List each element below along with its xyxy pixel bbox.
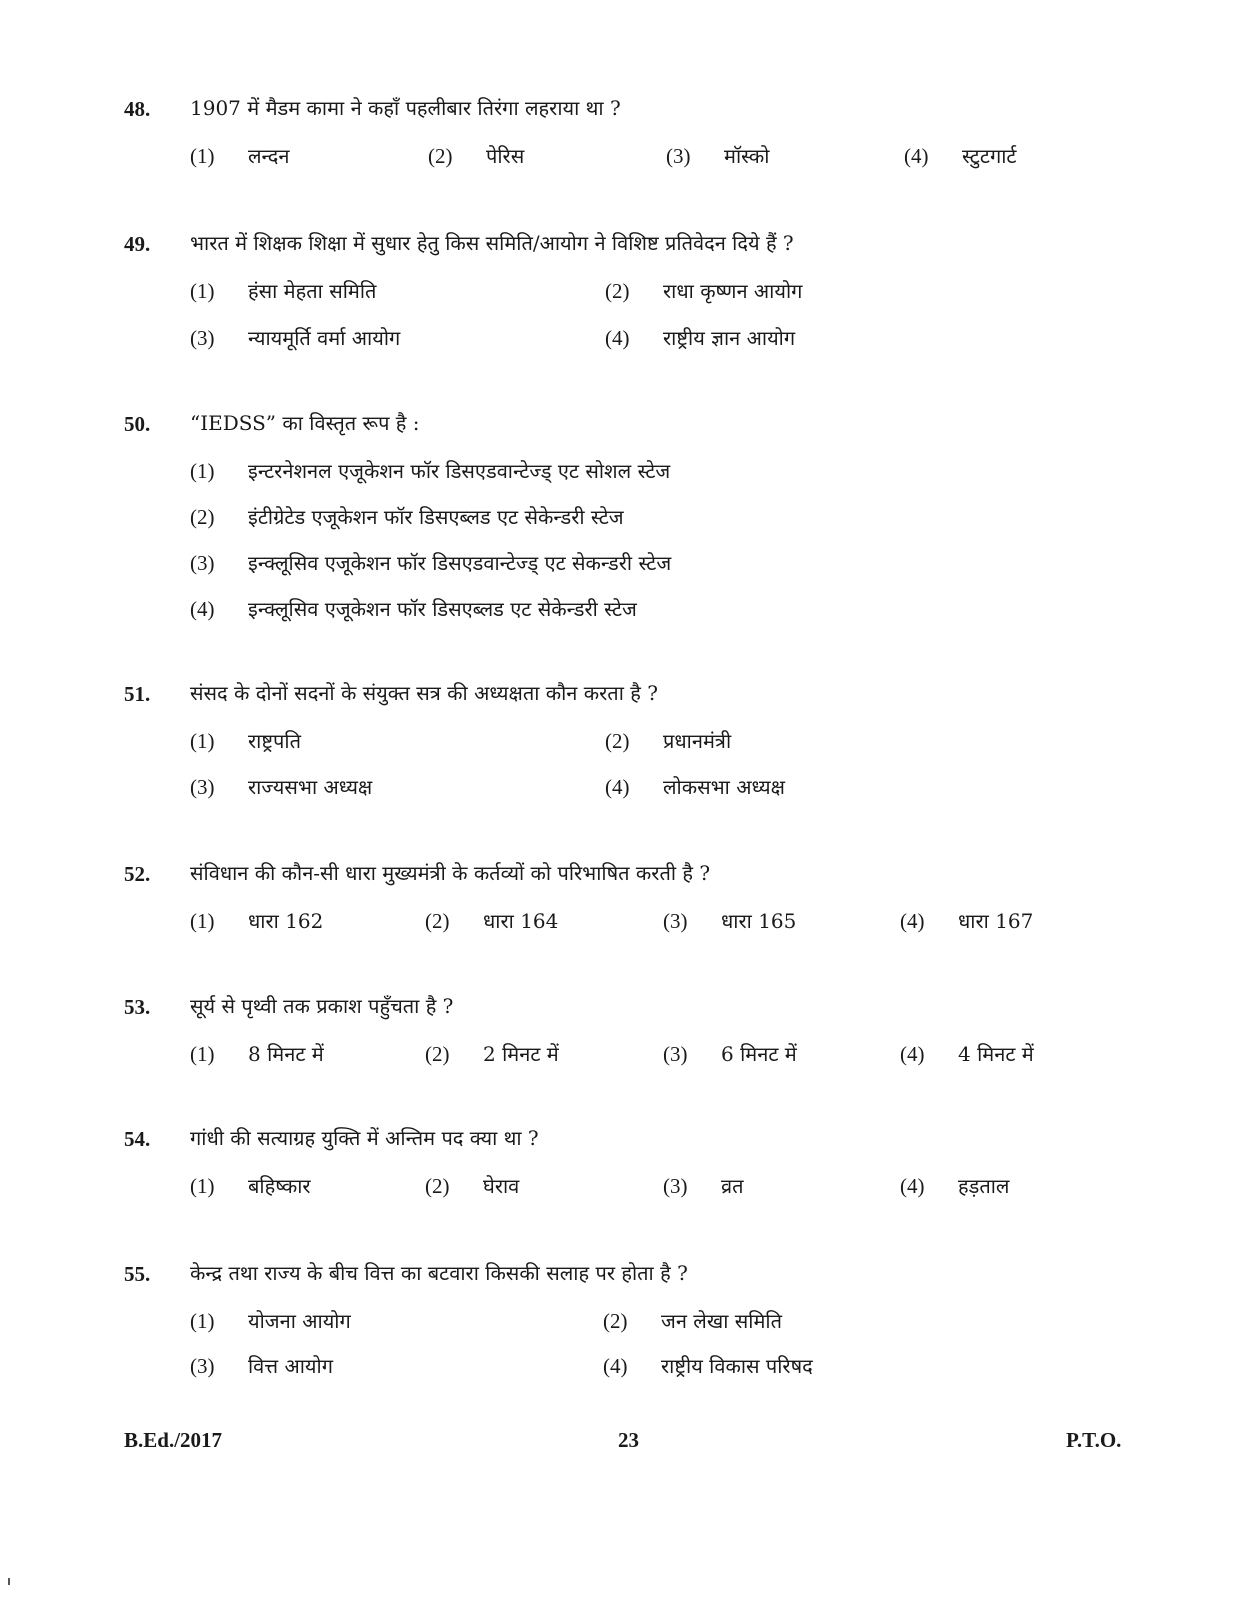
- option-number: (4): [900, 909, 925, 933]
- question-number: 51.: [124, 682, 151, 706]
- option-number: (4): [603, 1354, 628, 1378]
- option-text: इन्टरनेशनल एजूकेशन फॉर डिसएडवान्टेज्ड् एट सोशल स्टेज: [248, 459, 671, 483]
- option-2: [603, 1307, 782, 1334]
- option-text: धारा 167: [958, 909, 1034, 933]
- option-2: [425, 1040, 559, 1067]
- option-text: 6 मिनट में: [721, 1042, 797, 1066]
- option-2: [425, 1172, 519, 1199]
- option-number: (2): [603, 1309, 628, 1333]
- question-text: भारत में शिक्षक शिक्षा में सुधार हेतु किस समिति/आयोग ने विशिष्ट प्रतिवेदन दिये हैं ?: [190, 231, 794, 255]
- footer-course-code: B.Ed./2017: [124, 1428, 223, 1452]
- option-number: (1): [190, 1309, 215, 1333]
- option-number: (3): [190, 326, 215, 350]
- option-number: (1): [190, 909, 215, 933]
- option-3: [190, 773, 372, 800]
- question-text: “IEDSS” का विस्तृत रूप है :: [190, 411, 420, 435]
- question-number: 52.: [124, 862, 151, 886]
- option-number: (3): [663, 909, 688, 933]
- option-text: मॉस्को: [724, 144, 770, 168]
- question-number: 49.: [124, 232, 151, 256]
- option-text: योजना आयोग: [248, 1309, 351, 1333]
- question-number: 48.: [124, 97, 151, 121]
- scan-speck: [8, 1578, 10, 1585]
- option-number: (3): [190, 1354, 215, 1378]
- option-number: (2): [428, 144, 453, 168]
- option-text: बहिष्कार: [248, 1174, 311, 1198]
- option-4: [605, 773, 785, 800]
- option-text: इन्क्लूसिव एजूकेशन फॉर डिसएडवान्टेज्ड् एट सेकन्डरी स्टेज: [248, 551, 672, 575]
- question-text: गांधी की सत्याग्रह युक्ति में अन्तिम पद क्या था ?: [190, 1126, 539, 1150]
- option-text: राधा कृष्णन आयोग: [663, 279, 803, 303]
- option-number: (3): [663, 1174, 688, 1198]
- option-text: प्रधानमंत्री: [663, 729, 732, 753]
- option-number: (2): [425, 1042, 450, 1066]
- option-number: (4): [605, 326, 630, 350]
- option-number: (3): [663, 1042, 688, 1066]
- option-text: राज्यसभा अध्यक्ष: [248, 775, 373, 799]
- option-text: लोकसभा अध्यक्ष: [663, 775, 785, 799]
- option-4: [603, 1352, 813, 1379]
- option-1: [190, 1040, 324, 1067]
- option-text: व्रत: [721, 1174, 744, 1198]
- option-text: जन लेखा समिति: [661, 1309, 782, 1333]
- option-1: [190, 142, 289, 169]
- option-2: [605, 277, 802, 304]
- option-3: [190, 549, 671, 576]
- option-2: [190, 503, 624, 530]
- option-text: धारा 164: [483, 909, 559, 933]
- option-text: राष्ट्रपति: [248, 729, 301, 753]
- option-3: [663, 1172, 744, 1199]
- option-1: [190, 277, 376, 304]
- option-4: [190, 595, 637, 622]
- option-text: 8 मिनट में: [248, 1042, 324, 1066]
- question-text: संसद के दोनों सदनों के संयुक्त सत्र की अध्यक्षता कौन करता है ?: [190, 681, 658, 705]
- option-4: [900, 1040, 1034, 1067]
- option-4: [900, 1172, 1009, 1199]
- option-text: इन्क्लूसिव एजूकेशन फॉर डिसएब्लड एट सेकेन्डरी स्टेज: [248, 597, 637, 621]
- option-number: (1): [190, 459, 215, 483]
- option-text: धारा 165: [721, 909, 797, 933]
- option-number: (4): [900, 1042, 925, 1066]
- option-3: [666, 142, 769, 169]
- option-number: (1): [190, 1174, 215, 1198]
- option-number: (4): [904, 144, 929, 168]
- option-text: राष्ट्रीय विकास परिषद: [661, 1354, 813, 1378]
- option-number: (4): [900, 1174, 925, 1198]
- option-text: घेराव: [483, 1174, 520, 1198]
- option-number: (4): [190, 597, 215, 621]
- option-3: [190, 324, 400, 351]
- option-3: [663, 907, 796, 934]
- option-text: लन्दन: [248, 144, 290, 168]
- question-text: संविधान की कौन-सी धारा मुख्यमंत्री के कर्तव्यों को परिभाषित करती है ?: [190, 861, 711, 885]
- option-4: [605, 324, 795, 351]
- option-text: 2 मिनट में: [483, 1042, 559, 1066]
- option-number: (1): [190, 144, 215, 168]
- question-text: सूर्य से पृथ्वी तक प्रकाश पहुँचता है ?: [190, 994, 454, 1018]
- option-number: (2): [190, 505, 215, 529]
- option-number: (2): [425, 1174, 450, 1198]
- option-text: स्टुटगार्ट: [962, 144, 1017, 168]
- option-number: (2): [605, 729, 630, 753]
- option-1: [190, 1307, 351, 1334]
- page-number: 23: [618, 1428, 639, 1452]
- option-text: हंसा मेहता समिति: [248, 279, 377, 303]
- question-text: 1907 में मैडम कामा ने कहाँ पहलीबार तिरंगा लहराया था ?: [190, 96, 621, 120]
- option-text: हड़ताल: [958, 1174, 1010, 1198]
- option-number: (3): [190, 551, 215, 575]
- option-text: इंटीग्रेटेड एजूकेशन फॉर डिसएब्लड एट सेकेन्डरी स्टेज: [248, 505, 624, 529]
- option-number: (3): [666, 144, 691, 168]
- option-2: [605, 727, 731, 754]
- footer-pto: P.T.O.: [1066, 1428, 1122, 1452]
- question-number: 50.: [124, 412, 151, 436]
- question-number: 55.: [124, 1262, 151, 1286]
- option-2: [428, 142, 524, 169]
- option-text: न्यायमूर्ति वर्मा आयोग: [248, 326, 401, 350]
- option-3: [190, 1352, 333, 1379]
- option-3: [663, 1040, 797, 1067]
- question-number: 53.: [124, 995, 151, 1019]
- option-2: [425, 907, 558, 934]
- option-1: [190, 457, 670, 484]
- option-number: (1): [190, 1042, 215, 1066]
- option-text: धारा 162: [248, 909, 324, 933]
- option-number: (3): [190, 775, 215, 799]
- option-number: (4): [605, 775, 630, 799]
- option-4: [900, 907, 1033, 934]
- option-text: पेरिस: [486, 144, 525, 168]
- option-number: (1): [190, 729, 215, 753]
- option-number: (2): [605, 279, 630, 303]
- option-number: (1): [190, 279, 215, 303]
- option-4: [904, 142, 1016, 169]
- option-1: [190, 727, 301, 754]
- option-1: [190, 1172, 311, 1199]
- option-text: वित्त आयोग: [248, 1354, 333, 1378]
- option-text: राष्ट्रीय ज्ञान आयोग: [663, 326, 796, 350]
- option-number: (2): [425, 909, 450, 933]
- option-1: [190, 907, 323, 934]
- question-number: 54.: [124, 1127, 151, 1151]
- question-text: केन्द्र तथा राज्य के बीच वित्त का बटवारा किसकी सलाह पर होता है ?: [190, 1261, 688, 1285]
- option-text: 4 मिनट में: [958, 1042, 1034, 1066]
